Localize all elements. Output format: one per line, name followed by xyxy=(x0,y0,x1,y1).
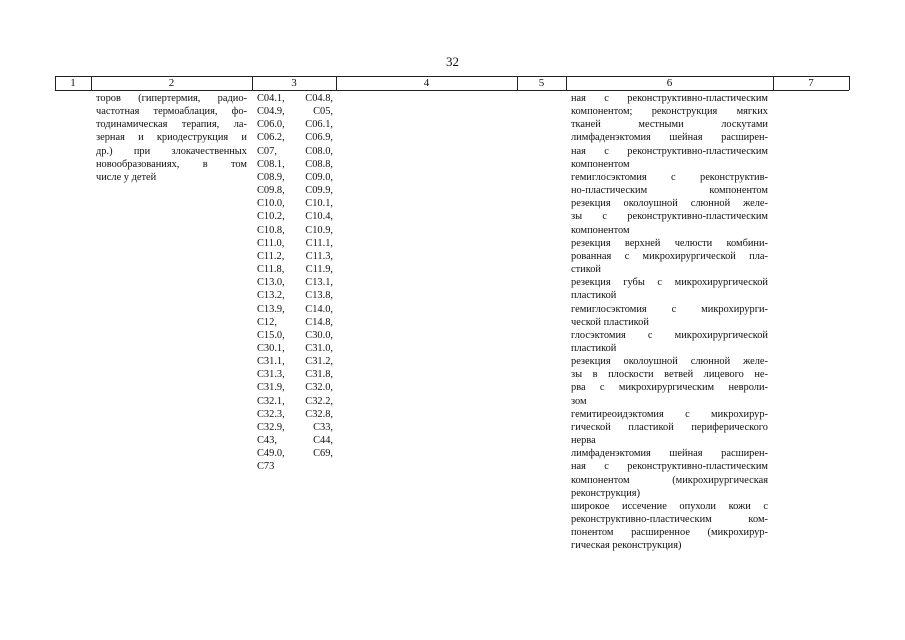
icd-code: C13.9, xyxy=(257,303,285,315)
procedure-line: гемиглосэктомия с реконструктив- xyxy=(571,171,768,183)
procedure-line: нерва xyxy=(571,435,596,447)
icd-code: C05, xyxy=(313,106,333,118)
procedure-line: пластикой xyxy=(571,290,617,302)
procedure-line: лимфаденэктомия шейная расширен- xyxy=(571,132,768,144)
icd-code: C10.2, xyxy=(257,211,285,223)
header-col-7: 7 xyxy=(808,77,814,89)
procedure-line: но-пластическим компонентом xyxy=(571,185,768,197)
procedure-line: гической пластикой периферического xyxy=(571,421,768,433)
icd-code-row xyxy=(257,105,333,118)
procedure-line: реконструкция) xyxy=(571,487,641,499)
procedure-line: резекция губы с микрохирургической xyxy=(571,277,768,289)
icd-code-row xyxy=(257,395,333,408)
icd-code: C13.8, xyxy=(305,290,333,302)
procedure-line: гемиглосэктомия с микрохирурги- xyxy=(571,303,768,315)
icd-code: C11.2, xyxy=(257,250,285,262)
icd-code: C10.4, xyxy=(305,211,333,223)
icd-code-row xyxy=(257,368,333,381)
description-line: зерная и криодеструкция и xyxy=(96,132,247,144)
icd-code: C08.8, xyxy=(305,158,333,170)
description-line: др.) при злокачественных xyxy=(96,145,247,157)
description-line: новообразованиях, в том xyxy=(96,158,247,170)
icd-code-row xyxy=(257,263,333,276)
icd-code: C44, xyxy=(313,435,333,447)
procedures-table xyxy=(55,76,849,596)
icd-code-row xyxy=(257,197,333,210)
procedure-line: ческой пластикой xyxy=(571,316,649,328)
icd-code-row xyxy=(257,447,333,460)
icd-code: C33, xyxy=(313,421,333,433)
icd-codes-column xyxy=(257,92,333,474)
icd-code: C73 xyxy=(257,461,275,473)
icd-code: C10.9, xyxy=(305,224,333,236)
icd-code-row xyxy=(257,355,333,368)
treatment-description-column xyxy=(96,92,247,184)
icd-code: C31.1, xyxy=(257,356,285,368)
icd-code-row xyxy=(257,303,333,316)
icd-code-row xyxy=(257,421,333,434)
procedure-line: реконструктивно-пластическим ком- xyxy=(571,514,768,525)
header-col-5: 5 xyxy=(538,77,545,89)
icd-code: C04.8, xyxy=(305,93,333,104)
page-number: 32 xyxy=(446,54,459,69)
icd-code: C11.0, xyxy=(257,237,285,249)
procedure-line: понентом расширенное (микрохирур- xyxy=(571,527,768,539)
icd-code: C31.8, xyxy=(305,369,333,381)
icd-code: C09.9, xyxy=(305,185,333,197)
icd-code: C10.1, xyxy=(305,198,333,210)
procedure-line: гемитиреоидэктомия с микрохирур- xyxy=(571,408,768,420)
procedure-line: резекция околоушной слюнной желе- xyxy=(571,356,768,368)
icd-code: C30.0, xyxy=(305,329,333,341)
icd-code: C06.0, xyxy=(257,119,285,131)
icd-code-row xyxy=(257,460,333,473)
icd-code: C32.3, xyxy=(257,408,285,420)
icd-code: C14.8, xyxy=(305,316,333,328)
icd-code-row xyxy=(257,342,333,355)
procedure-line: компонентом xyxy=(571,224,630,236)
icd-code-row xyxy=(257,329,333,342)
icd-code: C10.0, xyxy=(257,198,285,210)
header-bottom-border xyxy=(55,90,849,91)
procedure-line: широкое иссечение опухоли кожи с xyxy=(571,500,768,512)
procedure-line: рованная с микрохирургической пла- xyxy=(571,250,768,262)
procedure-line: ная с реконструктивно-пластическим xyxy=(571,93,768,104)
icd-code: C06.1, xyxy=(305,119,333,131)
icd-code: C08.9, xyxy=(257,171,285,183)
header-col-3: 3 xyxy=(291,77,297,89)
icd-code: C14.0, xyxy=(305,303,333,315)
icd-code: C69, xyxy=(313,448,333,460)
icd-code: C31.9, xyxy=(257,382,285,394)
procedure-line: зы с реконструктивно-пластическим xyxy=(571,211,768,223)
icd-code: C09.0, xyxy=(305,171,333,183)
icd-code: C12, xyxy=(257,316,277,328)
procedure-line: резекция околоушной слюнной желе- xyxy=(571,198,768,210)
procedure-line: пластикой xyxy=(571,342,617,354)
icd-code-row xyxy=(257,145,333,158)
procedure-line: стикой xyxy=(571,264,601,276)
icd-code: C06.2, xyxy=(257,132,285,144)
procedure-line: зы в плоскости ветвей лицевого не- xyxy=(571,369,768,381)
procedure-line: компонентом; реконструкция мягких xyxy=(571,106,768,118)
icd-code-row xyxy=(257,224,333,237)
icd-code-row xyxy=(257,381,333,394)
icd-code: C11.1, xyxy=(305,237,333,249)
icd-code: C49.0, xyxy=(257,448,285,460)
icd-code-row xyxy=(257,316,333,329)
icd-code: C08.1, xyxy=(257,158,285,170)
description-line: числе у детей xyxy=(96,171,157,183)
icd-code-row xyxy=(257,408,333,421)
header-col-6: 6 xyxy=(666,77,673,89)
icd-code: C10.8, xyxy=(257,224,285,236)
icd-code: C32.8, xyxy=(305,408,333,420)
icd-code: C09.8, xyxy=(257,185,285,197)
procedure-line: ная с реконструктивно-пластическим xyxy=(571,145,768,157)
icd-code: C07, xyxy=(257,145,277,157)
icd-code-row xyxy=(257,118,333,131)
icd-code-row xyxy=(257,289,333,302)
icd-code: C04.9, xyxy=(257,106,285,118)
icd-code-row xyxy=(257,171,333,184)
procedure-line: резекция верхней челюсти комбини- xyxy=(571,237,768,249)
procedure-line: компонентом (микрохирургическая xyxy=(571,474,768,486)
description-line: тодинамическая терапия, ла- xyxy=(96,119,247,131)
procedure-line: гическая реконструкция) xyxy=(571,540,682,552)
procedure-line: тканей местными лоскутами xyxy=(571,119,768,131)
icd-code: C13.2, xyxy=(257,290,285,302)
icd-code-row xyxy=(257,250,333,263)
icd-code: C11.8, xyxy=(257,264,285,276)
description-line: частотная термоаблация, фо- xyxy=(96,106,247,118)
procedure-line: лимфаденэктомия шейная расширен- xyxy=(571,448,768,460)
icd-code-row xyxy=(257,434,333,447)
icd-code-row xyxy=(257,210,333,223)
icd-code: C06.9, xyxy=(305,132,333,144)
icd-code: C32.0, xyxy=(305,382,333,394)
icd-code: C32.1, xyxy=(257,395,285,407)
procedure-line: рва с микрохирургическим невроли- xyxy=(571,382,768,394)
header-col-2: 2 xyxy=(168,77,175,89)
icd-code: C13.1, xyxy=(305,277,333,289)
icd-code: C30.1, xyxy=(257,342,285,354)
procedure-line: зом xyxy=(571,395,587,407)
icd-code: C11.9, xyxy=(305,264,333,276)
icd-code: C32.9, xyxy=(257,421,285,433)
icd-code: C31.0, xyxy=(305,342,333,354)
procedure-list-column xyxy=(571,92,768,552)
icd-code: C11.3, xyxy=(305,250,333,262)
icd-code-row xyxy=(257,92,333,105)
icd-code: C15.0, xyxy=(257,329,285,341)
icd-code: C04.1, xyxy=(257,93,285,104)
icd-code: C13.0, xyxy=(257,277,285,289)
header-divider xyxy=(849,76,850,90)
procedure-line: ная с реконструктивно-пластическим xyxy=(571,461,768,473)
icd-code: C43, xyxy=(257,435,277,447)
icd-code: C31.3, xyxy=(257,369,285,381)
icd-code: C31.2, xyxy=(305,356,333,368)
icd-code: C32.2, xyxy=(305,395,333,407)
icd-code-row xyxy=(257,237,333,250)
icd-code-row xyxy=(257,276,333,289)
icd-code-row xyxy=(257,131,333,144)
procedure-line: глосэктомия с микрохирургической xyxy=(571,329,768,341)
icd-code-row xyxy=(257,184,333,197)
icd-code-row xyxy=(257,158,333,171)
header-col-1: 1 xyxy=(70,77,76,89)
header-col-4: 4 xyxy=(423,77,430,89)
procedure-line: компонентом xyxy=(571,158,630,170)
icd-code: C08.0, xyxy=(305,145,333,157)
description-line: торов (гипертермия, радио- xyxy=(96,93,247,104)
